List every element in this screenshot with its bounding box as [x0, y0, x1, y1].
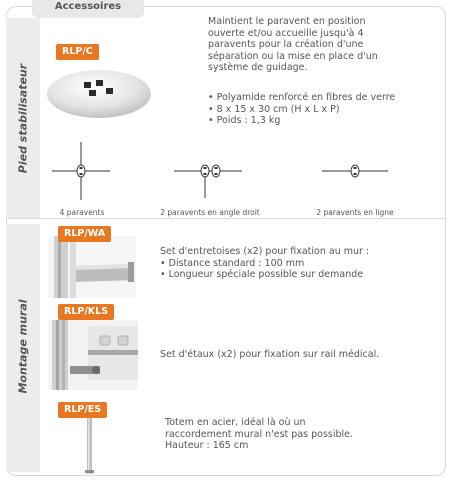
stabilizer-foot-image	[44, 60, 154, 122]
description-line: • Distance standard : 100 mm	[160, 257, 305, 269]
rail-clamp-image	[48, 320, 138, 390]
description-line: Set d'étaux (x2) pour fixation sur rail médical.	[160, 349, 380, 360]
description-line: séparation ou la mise en place d'un	[208, 50, 378, 62]
product-tag-rlp-wa: RLP/WA	[58, 226, 111, 242]
description-line: Set d'entretoises (x2) pour fixation au mur :	[160, 246, 370, 257]
description-line: paravents pour la création d'une	[208, 39, 364, 50]
rlp-kls-description	[160, 349, 379, 361]
product-tag-rlp-es: RLP/ES	[58, 402, 107, 418]
stabilisateur-description	[208, 16, 378, 74]
rlp-es-description	[165, 417, 353, 452]
description-line: système de guidage.	[208, 62, 308, 73]
config-caption: 2 paravents en angle droit	[160, 208, 260, 217]
rlp-wa-description	[160, 246, 369, 281]
description-line: raccordement mural n'est pas possible.	[165, 428, 354, 440]
line-2-icon	[320, 140, 390, 202]
spec-line: • Poids : 1,3 kg	[208, 115, 281, 126]
cross-4-icon	[50, 140, 112, 202]
stabilisateur-specs	[208, 92, 395, 127]
product-tag-rlp-c: RLP/C	[56, 44, 99, 60]
product-tag-rlp-kls: RLP/KLS	[58, 304, 114, 320]
wall-spacer-image	[48, 236, 136, 298]
header-title: Accessoires	[54, 1, 122, 12]
section-divider	[6, 218, 446, 219]
angle-2-icon	[172, 140, 244, 202]
spec-line: • 8 x 15 x 30 cm (H x L x P)	[208, 103, 340, 115]
description-line: Hauteur : 165 cm	[165, 440, 249, 451]
spec-line: • Polyamide renforcé en fibres de verre	[208, 92, 396, 103]
description-line: • Longueur spéciale possible sur demande	[160, 269, 364, 280]
section-label-montage: Montage mural	[16, 299, 30, 394]
description-line: Totem en acier, idéal là où un	[165, 417, 306, 428]
section-label-stabilisateur: Pied stabilisateur	[16, 63, 30, 174]
description-line: Maintient le paravent en position	[208, 16, 366, 27]
config-caption: 4 paravents	[59, 208, 105, 217]
description-line: ouverte et/ou accueille jusqu'à 4	[208, 27, 364, 39]
config-caption: 2 paravents en ligne	[316, 208, 394, 217]
